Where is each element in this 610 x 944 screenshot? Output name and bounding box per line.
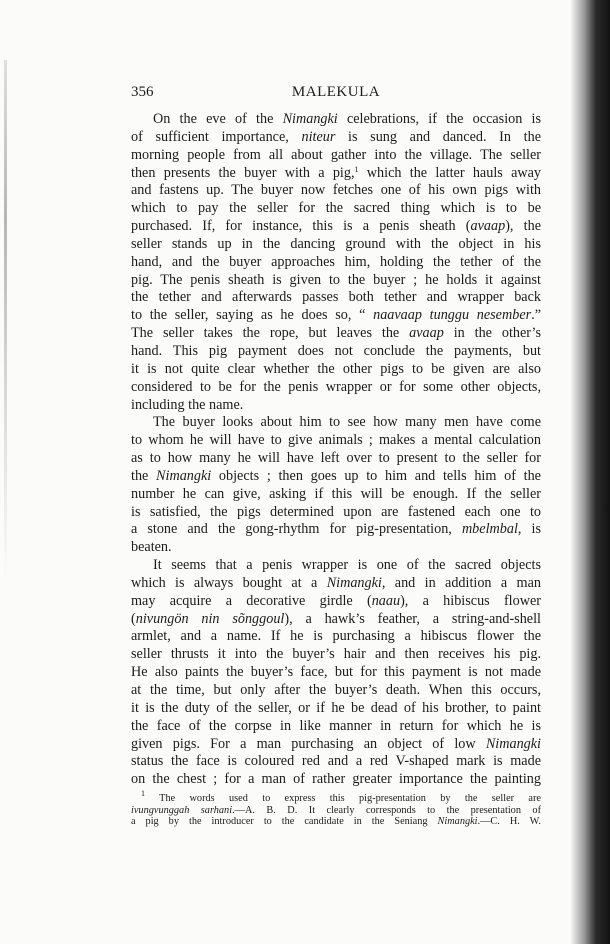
text-span: to whom he will have to give animals ; makes a mental calculation	[131, 432, 541, 449]
text-line	[131, 486, 541, 504]
text-span: the face of the corpse in like manner in return for which he is	[131, 717, 541, 734]
page-header	[131, 84, 541, 104]
text-span: purchased. If, for instance, this is a penis sheath (	[131, 218, 471, 235]
text-line	[131, 397, 541, 415]
text-span: armlet, and a name. If he is purchasing a hibiscus flower the	[131, 628, 541, 645]
italic-term: naavaap tunggu nesember	[373, 307, 532, 324]
text-span: the tether and afterwards passes both tether and wrapper back	[131, 289, 541, 306]
text-line	[131, 753, 541, 771]
footnote-marker: 1	[141, 789, 145, 798]
text-span: , and in addition a man	[381, 574, 541, 591]
scan-edge-right	[570, 0, 610, 944]
text-span: ), a hawk’s feather, a string-and-shell	[284, 610, 541, 627]
text-line	[131, 664, 541, 682]
text-line	[131, 414, 541, 432]
text-line	[131, 521, 541, 539]
text-span: .”	[531, 307, 541, 324]
text-span: it is the duty of the seller, or if he be dead of his brother, to paint	[131, 699, 541, 716]
text-line	[131, 432, 541, 450]
text-span: The seller takes the rope, but leaves the	[131, 325, 410, 342]
text-span: ), the	[505, 218, 541, 235]
text-span: a pig by the introducer to the candidate in the Seniang	[131, 816, 438, 827]
text-line	[131, 646, 541, 664]
text-span: morning people from all about gather into the village. The seller	[131, 146, 541, 163]
text-span: in the other’s	[443, 325, 541, 342]
text-line	[131, 254, 541, 272]
text-span: given pigs. For a man purchasing an object of low	[131, 735, 486, 752]
italic-term: ivungvunggah sarhani	[131, 804, 233, 816]
text-line	[131, 504, 541, 522]
text-span: objects ; then goes up to him and tells him of the	[211, 467, 541, 484]
running-title: MALEKULA	[291, 84, 381, 100]
text-span: the	[131, 467, 157, 484]
text-line	[131, 736, 541, 754]
text-span: considered to be for the penis wrapper or for some other objects,	[131, 378, 541, 395]
text-line	[131, 468, 541, 486]
text-span: and fastens up. The buyer now fetches one of his own pigs with	[131, 182, 541, 199]
text-line	[131, 272, 541, 290]
page-number: 356	[131, 84, 154, 100]
text-span: which is always bought at a	[131, 574, 327, 591]
text-line	[131, 575, 541, 593]
italic-term: avaap	[409, 325, 444, 342]
text-line	[131, 611, 541, 629]
text-span: it is not quite clear whether the other pigs to be given are also	[131, 360, 541, 377]
text-span: which the latter hauls away	[358, 164, 542, 181]
italic-term: Nimangki	[437, 816, 478, 827]
text-span: seller stands up in the dancing ground with the object in his	[131, 235, 541, 252]
footnote-line	[131, 805, 541, 817]
text-span: ), a hibiscus flower	[400, 592, 541, 609]
text-span: which to pay the seller for the sacred thing which is to be	[131, 200, 541, 217]
italic-term: Nimangki	[282, 111, 338, 127]
text-span: a stone and the gong-rhythm for pig-presentation,	[131, 521, 462, 538]
text-line	[131, 147, 541, 165]
text-line	[131, 557, 541, 575]
text-span: (	[131, 610, 136, 627]
text-span: is sung and danced. In the	[335, 128, 541, 145]
text-span: hand, and the buyer approaches him, holding the tether of the	[131, 253, 541, 270]
text-span: .—C. H. W.	[477, 816, 541, 827]
text-span: number he can give, asking if this will be enough. If the seller	[131, 485, 541, 502]
text-line	[131, 771, 541, 789]
text-line	[131, 539, 541, 557]
text-line	[131, 111, 541, 129]
text-span: The buyer looks about him to see how many men have come	[153, 414, 541, 431]
italic-term: Nimangki	[485, 735, 541, 752]
italic-term: niteur	[301, 128, 336, 145]
footnote-marker: 1	[354, 164, 359, 174]
text-span: of sufficient importance,	[131, 128, 302, 145]
body-text	[131, 111, 541, 789]
footnote-line	[131, 789, 541, 805]
text-line	[131, 165, 541, 183]
text-span: , is	[517, 521, 541, 538]
text-span: The words used to express this pig-presentation by the seller are	[145, 793, 541, 804]
text-span: seller thrusts it into the buyer’s hair and then receives his pig.	[131, 646, 541, 663]
text-line	[131, 129, 541, 147]
text-line	[131, 628, 541, 646]
text-line	[131, 307, 541, 325]
text-span: It seems that a penis wrapper is one of the sacred objects	[153, 557, 541, 574]
text-line	[131, 236, 541, 254]
text-span: may acquire a decorative girdle (	[131, 592, 372, 609]
italic-term: Nimangki	[156, 467, 212, 484]
scan-edge-left	[4, 60, 7, 580]
text-span: at the time, but only after the buyer’s death. When this occurs,	[131, 682, 541, 698]
text-span: .—A. B. D. It clearly corresponds to the presentation of	[232, 804, 541, 816]
italic-term: Nimangki	[326, 574, 382, 591]
italic-term: nivungön nin sõnggoul	[135, 610, 285, 627]
italic-term: avaap	[470, 218, 506, 235]
text-line	[131, 289, 541, 307]
text-span: to the seller, saying as he does so, “	[131, 307, 374, 324]
footnote	[131, 789, 541, 828]
text-span: On the eve of the	[153, 111, 283, 127]
text-line	[131, 718, 541, 736]
text-span: status the face is coloured red and a red V-shaped mark is made	[131, 753, 541, 770]
text-line	[131, 200, 541, 218]
text-line	[131, 182, 541, 200]
text-span: then presents the buyer with a pig,	[131, 164, 355, 181]
text-span: on the chest ; for a man of rather greater importance the painting	[131, 771, 541, 788]
text-span: as to how many he will have left over to present to the seller for	[131, 450, 541, 467]
footnote-line	[131, 816, 541, 828]
text-line	[131, 343, 541, 361]
text-line	[131, 325, 541, 343]
text-line	[131, 218, 541, 236]
italic-term: mbelmbal	[461, 521, 518, 538]
text-span: is satisfied, the pigs determined upon are fastened each one to	[131, 503, 541, 520]
text-span: He also paints the buyer’s face, but for this payment is not made	[131, 664, 541, 681]
text-line	[131, 379, 541, 397]
text-line	[131, 361, 541, 379]
text-span: beaten.	[131, 539, 172, 556]
text-span: pig. The penis sheath is given to the buyer ; he holds it against	[131, 271, 541, 288]
text-line	[131, 593, 541, 611]
text-span: including the name.	[131, 396, 244, 413]
italic-term: naau	[371, 592, 401, 609]
text-span: hand. This pig payment does not conclude the payments, but	[131, 342, 541, 359]
text-line	[131, 700, 541, 718]
text-span: celebrations, if the occasion is	[337, 111, 541, 127]
text-line	[131, 450, 541, 468]
text-line	[131, 682, 541, 700]
